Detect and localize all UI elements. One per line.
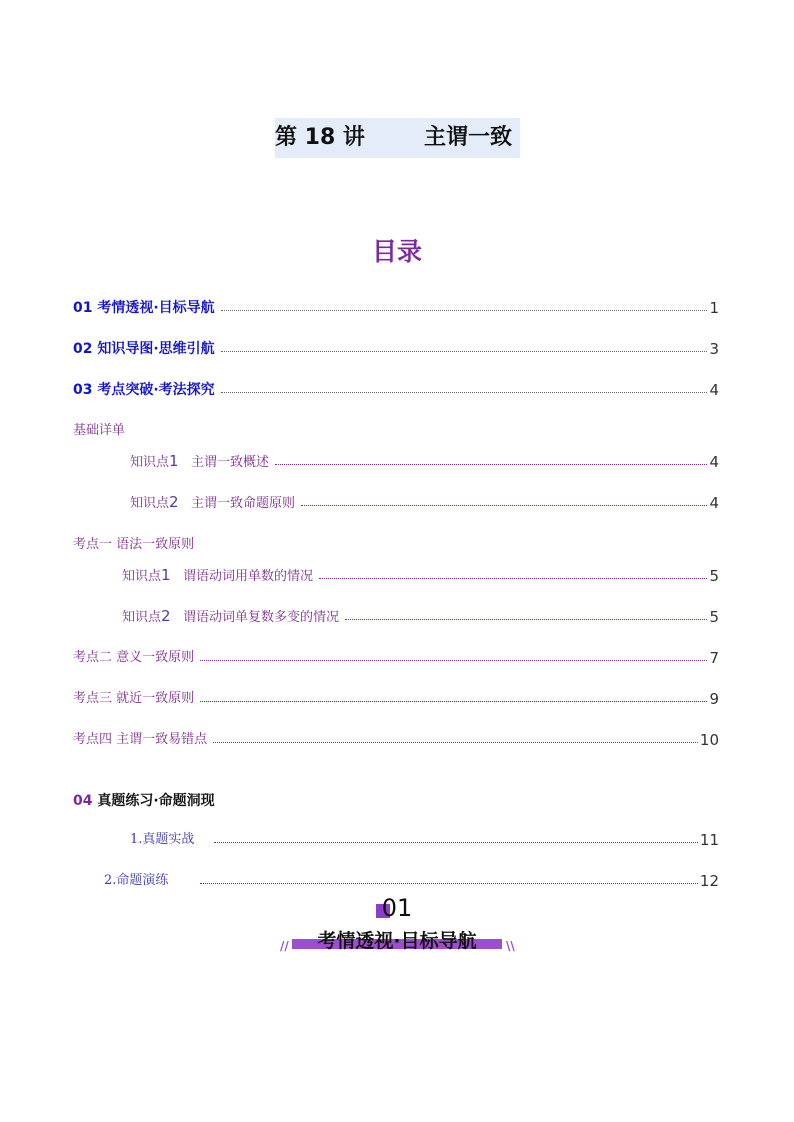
toc-page: 12 [699,872,719,890]
lecture-topic: 主谓一致 [424,125,513,150]
toc-leader [214,842,698,843]
toc-label: 考点三 就近一致原则 [73,691,195,706]
toc-entry-practice-1[interactable] [130,829,719,851]
toc-entry-basic-1[interactable] [130,451,719,473]
toc-entry-section-3[interactable] [73,379,719,401]
toc-entry-section-1[interactable] [73,297,719,319]
banner-text: 考情透视·目标导航 [317,930,477,952]
toc-page: 4 [709,494,719,512]
toc-label: 知识点1 主谓一致概述 [130,452,269,470]
toc-section-4-label: 真题练习·命题洞现 [97,793,215,809]
toc-page: 5 [709,567,719,585]
toc-leader [221,310,708,311]
toc-leader [200,883,698,884]
toc-label: 1.真题实战 [130,832,195,847]
toc-label: 02 知识导图·思维引航 [73,341,215,357]
toc-leader [275,464,707,465]
toc-leader [345,619,707,620]
toc-label: 知识点2 主谓一致命题原则 [130,493,295,511]
toc-page: 5 [709,608,719,626]
banner-slash-right-icon: \\ [506,939,515,953]
toc-entry-kaodian-3[interactable] [73,688,719,710]
toc-leader [301,505,707,506]
toc-section-4-number: 04 [73,793,93,809]
toc-label: 2.命题演练 [104,873,169,888]
toc-leader [221,392,708,393]
toc-heading: 目录 [371,237,422,266]
toc-entry-kaodian-1b[interactable] [122,606,719,628]
banner-number: 01 [381,894,413,922]
toc-label: 03 考点突破·考法探究 [73,382,215,398]
toc-label: 01 考情透视·目标导航 [73,300,215,316]
section-banner [270,893,524,963]
toc-leader [200,660,707,661]
toc-entry-practice-2[interactable] [104,870,719,892]
toc-leader [319,578,707,579]
lecture-title [275,118,520,158]
toc-entry-kaodian-1a[interactable] [122,565,719,587]
toc-page: 7 [709,649,719,667]
toc-basic-heading: 基础详单 [73,423,126,438]
banner-slash-left-icon: // [280,939,289,953]
toc-leader [200,701,707,702]
toc-entry-basic-2[interactable] [130,492,719,514]
lecture-number: 第 18 讲 [275,125,365,150]
toc-label: 知识点2 谓语动词单复数多变的情况 [122,607,339,625]
toc-label: 知识点1 谓语动词用单数的情况 [122,566,313,584]
toc-page: 10 [699,731,719,749]
toc-page: 3 [709,340,719,358]
toc-label: 考点二 意义一致原则 [73,650,195,665]
toc-entry-kaodian-4[interactable] [73,729,719,751]
toc-section-4-heading [73,790,215,810]
toc-kaodian-1-heading: 考点一 语法一致原则 [73,537,195,552]
toc-leader [213,742,698,743]
toc-page: 1 [709,299,719,317]
toc-page: 4 [709,381,719,399]
toc-entry-section-2[interactable] [73,338,719,360]
toc-page: 4 [709,453,719,471]
toc-entry-kaodian-2[interactable] [73,647,719,669]
toc-label: 考点四 主谓一致易错点 [73,732,208,747]
toc-page: 11 [699,831,719,849]
toc-leader [221,351,708,352]
toc-page: 9 [709,690,719,708]
